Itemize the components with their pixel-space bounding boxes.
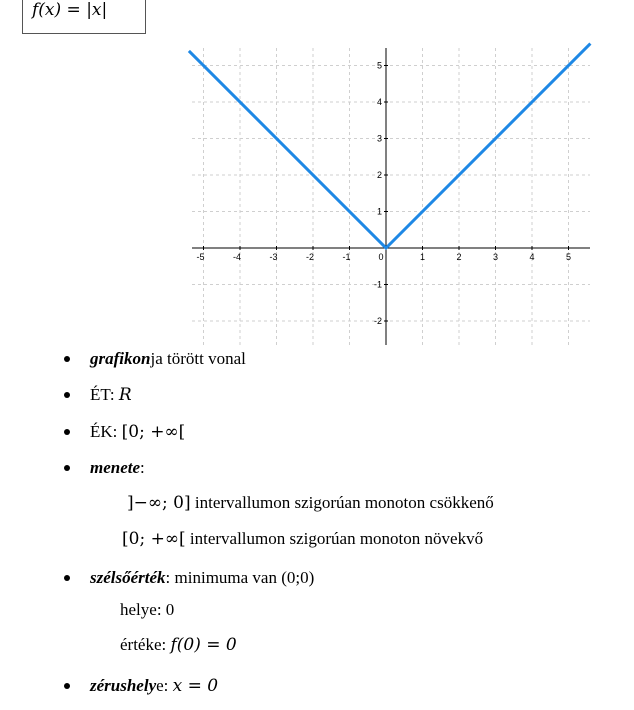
graph-series: [189, 44, 591, 248]
x-tick-label: 5: [565, 252, 572, 262]
y-tick-label: 5: [376, 60, 382, 71]
x-tick-label: 3: [492, 252, 499, 262]
y-tick-label: 4: [376, 97, 382, 107]
y-tick-label: 2: [376, 170, 382, 180]
monotony-increasing: [0; +∞[ intervallumon szigorúan monoton növekvő: [122, 529, 484, 549]
bullet-dot: [64, 356, 70, 362]
property-extremum: szélsőérték: minimuma van (0;0): [90, 568, 315, 587]
property-range: ÉK: [0; +∞[: [90, 422, 186, 442]
y-tick-label: -2: [373, 316, 382, 326]
graph-tick-labels: [196, 61, 571, 327]
x-tick-label: -1: [342, 252, 351, 262]
x-tick-label: 1: [419, 252, 426, 262]
property-graph: grafikonja törött vonal: [90, 349, 246, 368]
y-tick-label: 3: [376, 133, 382, 144]
property-monotony: menete:: [90, 458, 145, 477]
bullet-dot: [64, 683, 70, 689]
x-tick-label: 0: [378, 252, 384, 262]
x-tick-label: -3: [269, 252, 278, 262]
x-tick-label: -2: [305, 252, 315, 262]
x-tick-label: -4: [232, 252, 242, 262]
y-tick-label: -1: [373, 279, 382, 290]
property-zero: zérushelye: x = 0: [90, 676, 219, 696]
extremum-value: értéke: f(0) = 0: [120, 635, 237, 655]
series-line-abs-x: [189, 44, 591, 248]
property-domain: ÉT: R: [90, 385, 132, 405]
bullet-dot: [64, 392, 70, 398]
bullet-dot: [64, 465, 70, 471]
function-formula: f(x) = |x|: [32, 0, 108, 20]
bullet-dot: [64, 429, 70, 435]
x-tick-label: 2: [456, 252, 462, 262]
graph-grid: [192, 48, 590, 345]
x-tick-label: 4: [529, 252, 535, 262]
x-tick-label: -5: [196, 252, 205, 262]
extremum-location: helye: 0: [120, 600, 175, 619]
y-tick-label: 1: [376, 206, 382, 217]
monotony-decreasing: ]−∞; 0] intervallumon szigorúan monoton csökkenő: [127, 493, 494, 513]
function-graph: [0, 0, 634, 350]
bullet-dot: [64, 575, 70, 581]
graph-axes: [192, 48, 590, 345]
